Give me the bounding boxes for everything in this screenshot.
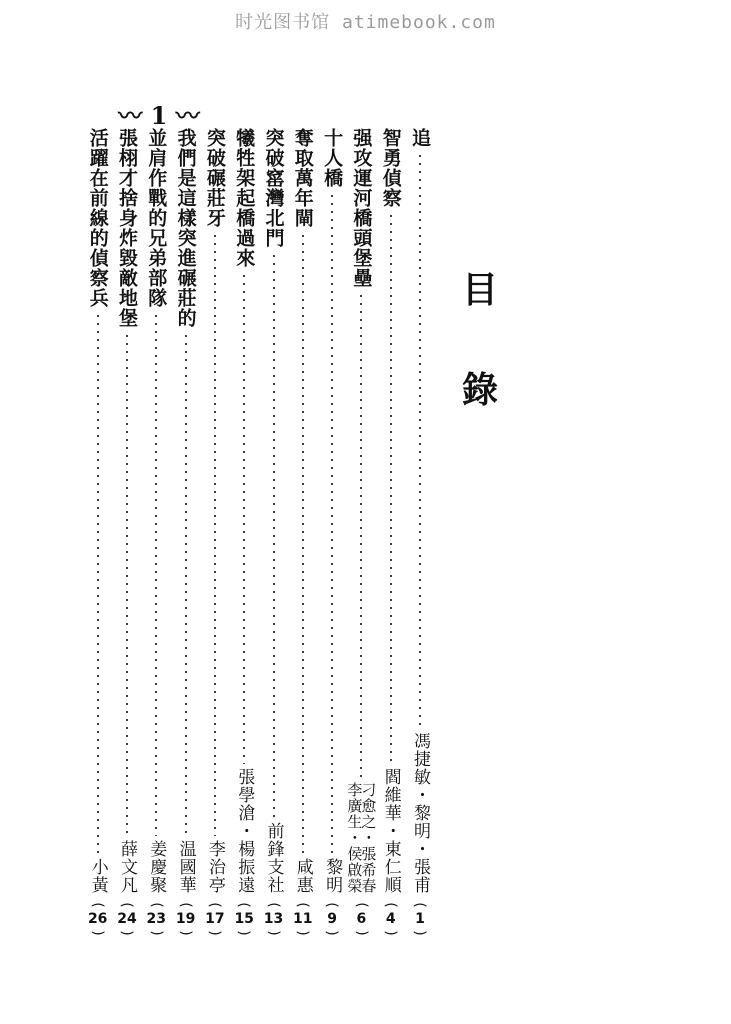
page-ref-number: 1 bbox=[415, 911, 425, 927]
dot-leader bbox=[97, 312, 99, 854]
paren-close: ) bbox=[118, 930, 135, 936]
paren-close: ) bbox=[382, 930, 399, 936]
toc-entry-page bbox=[382, 900, 399, 938]
toc-entry-title: 追 bbox=[409, 128, 431, 148]
toc-entry bbox=[174, 128, 198, 938]
paren-close: ) bbox=[412, 930, 428, 936]
paren-open: ( bbox=[382, 902, 399, 908]
toc-entry-author: 姜慶聚 bbox=[146, 840, 167, 894]
paren-open: ( bbox=[177, 902, 194, 908]
toc-entry-author: 黎明 bbox=[322, 858, 343, 894]
paren-close: ) bbox=[89, 930, 106, 936]
toc-entry-page bbox=[205, 900, 224, 938]
paren-close: ) bbox=[324, 930, 341, 936]
page-ref-number: 13 bbox=[263, 911, 284, 927]
toc-entry bbox=[144, 128, 168, 938]
toc-entry-page bbox=[353, 900, 370, 938]
toc-entry-page bbox=[88, 900, 107, 938]
toc-entry bbox=[115, 128, 139, 938]
toc-entry bbox=[232, 128, 256, 938]
toc-entry-author: 咸惠 bbox=[292, 858, 313, 894]
page-ref-number: 6 bbox=[356, 911, 367, 927]
page-ref-number: 19 bbox=[175, 911, 196, 927]
toc-entry bbox=[320, 128, 344, 938]
toc-entry-title: 奪取萬年閘 bbox=[291, 128, 314, 228]
toc-entry-page bbox=[176, 900, 195, 938]
toc-entry-title: 犧牲架起橋過來 bbox=[233, 128, 256, 268]
page-ref-number: 24 bbox=[117, 911, 137, 927]
toc-entry-author: 小黃 bbox=[87, 858, 108, 894]
toc-entry bbox=[408, 128, 432, 938]
toc-entry-author: 温國華 bbox=[175, 840, 196, 894]
page-ref-number: 11 bbox=[293, 911, 313, 927]
toc-entry bbox=[262, 128, 286, 938]
toc-entry bbox=[345, 128, 378, 938]
toc-entry-author: 刁愈之・張希春 李廣生・侯啟榮 bbox=[345, 782, 378, 894]
page-ref-number: 23 bbox=[146, 911, 167, 927]
page-ref-number: 15 bbox=[234, 911, 254, 927]
paren-open: ( bbox=[265, 902, 282, 908]
dot-leader bbox=[243, 272, 245, 764]
toc-entry-author: 閻維華・東仁順 bbox=[380, 768, 401, 894]
toc-entry-title: 强攻運河橋頭堡壘 bbox=[350, 128, 373, 288]
toc-entry-author: 前鋒支社 bbox=[263, 822, 284, 894]
dot-leader bbox=[214, 232, 216, 836]
paren-close: ) bbox=[236, 930, 253, 936]
dot-leader bbox=[155, 312, 157, 836]
heading-char-mu: 目 bbox=[462, 270, 499, 311]
toc-entry-page bbox=[117, 900, 136, 938]
page-ref-number: 17 bbox=[205, 911, 225, 927]
toc-entry-author: 張學滄・楊振遠 bbox=[234, 768, 255, 894]
toc-entry-author: 李治亭 bbox=[204, 840, 225, 894]
toc-entry-page bbox=[324, 900, 341, 938]
paren-close: ) bbox=[265, 930, 282, 936]
paren-close: ) bbox=[148, 930, 165, 936]
toc-entry-title: 十人橋 bbox=[321, 128, 344, 188]
paren-open: ( bbox=[236, 902, 253, 908]
dot-leader bbox=[302, 232, 304, 854]
dot-leader bbox=[390, 212, 392, 764]
toc-entry-page bbox=[234, 900, 253, 938]
page-number: 〰 1 〰 bbox=[118, 101, 200, 130]
dot-leader bbox=[273, 252, 275, 818]
toc-entry-title: 突破碾莊牙 bbox=[203, 128, 226, 228]
table-of-contents bbox=[76, 128, 432, 938]
toc-entry bbox=[379, 128, 403, 938]
paren-open: ( bbox=[412, 902, 428, 908]
dot-leader bbox=[185, 332, 187, 836]
toc-entry bbox=[203, 128, 227, 938]
toc-entry-title: 智勇偵察 bbox=[379, 128, 402, 208]
paren-open: ( bbox=[353, 902, 370, 908]
toc-entry-title: 我們是這樣突進碾莊的 bbox=[174, 128, 197, 328]
toc-entry bbox=[291, 128, 315, 938]
paren-open: ( bbox=[148, 902, 165, 908]
toc-entry-page bbox=[147, 900, 166, 938]
paren-close: ) bbox=[294, 930, 311, 936]
page-ref-number: 26 bbox=[87, 911, 108, 927]
toc-entry bbox=[86, 128, 110, 938]
paren-close: ) bbox=[353, 930, 370, 936]
paren-open: ( bbox=[89, 902, 106, 908]
dot-leader bbox=[126, 332, 128, 836]
toc-entry-title: 並肩作戰的兄弟部隊 bbox=[145, 128, 168, 308]
toc-entry-author: 馮捷敏・黎明・張甫 bbox=[410, 732, 430, 894]
watermark: 时光图书馆 atimebook.com bbox=[235, 12, 496, 33]
dot-leader bbox=[331, 192, 333, 854]
toc-entry-page bbox=[293, 900, 312, 938]
page-ref-number: 9 bbox=[327, 911, 337, 927]
toc-entry-page bbox=[264, 900, 283, 938]
dot-leader bbox=[360, 292, 362, 778]
paren-open: ( bbox=[294, 902, 311, 908]
paren-open: ( bbox=[324, 902, 341, 908]
page-ref-number: 4 bbox=[385, 911, 396, 927]
toc-entry-title: 突破窰灣北門 bbox=[262, 128, 285, 248]
paren-open: ( bbox=[118, 902, 135, 908]
toc-entry-author: 薛文凡 bbox=[117, 840, 137, 894]
toc-entry-title: 張栩才捨身炸毀敵地堡 bbox=[116, 128, 138, 328]
toc-entry-page bbox=[412, 900, 428, 938]
paren-close: ) bbox=[177, 930, 194, 936]
paren-open: ( bbox=[206, 902, 223, 908]
paren-close: ) bbox=[206, 930, 223, 936]
dot-leader bbox=[419, 152, 421, 728]
toc-entry-title: 活躍在前線的偵察兵 bbox=[86, 128, 109, 308]
heading-char-lu: 錄 bbox=[462, 370, 499, 411]
